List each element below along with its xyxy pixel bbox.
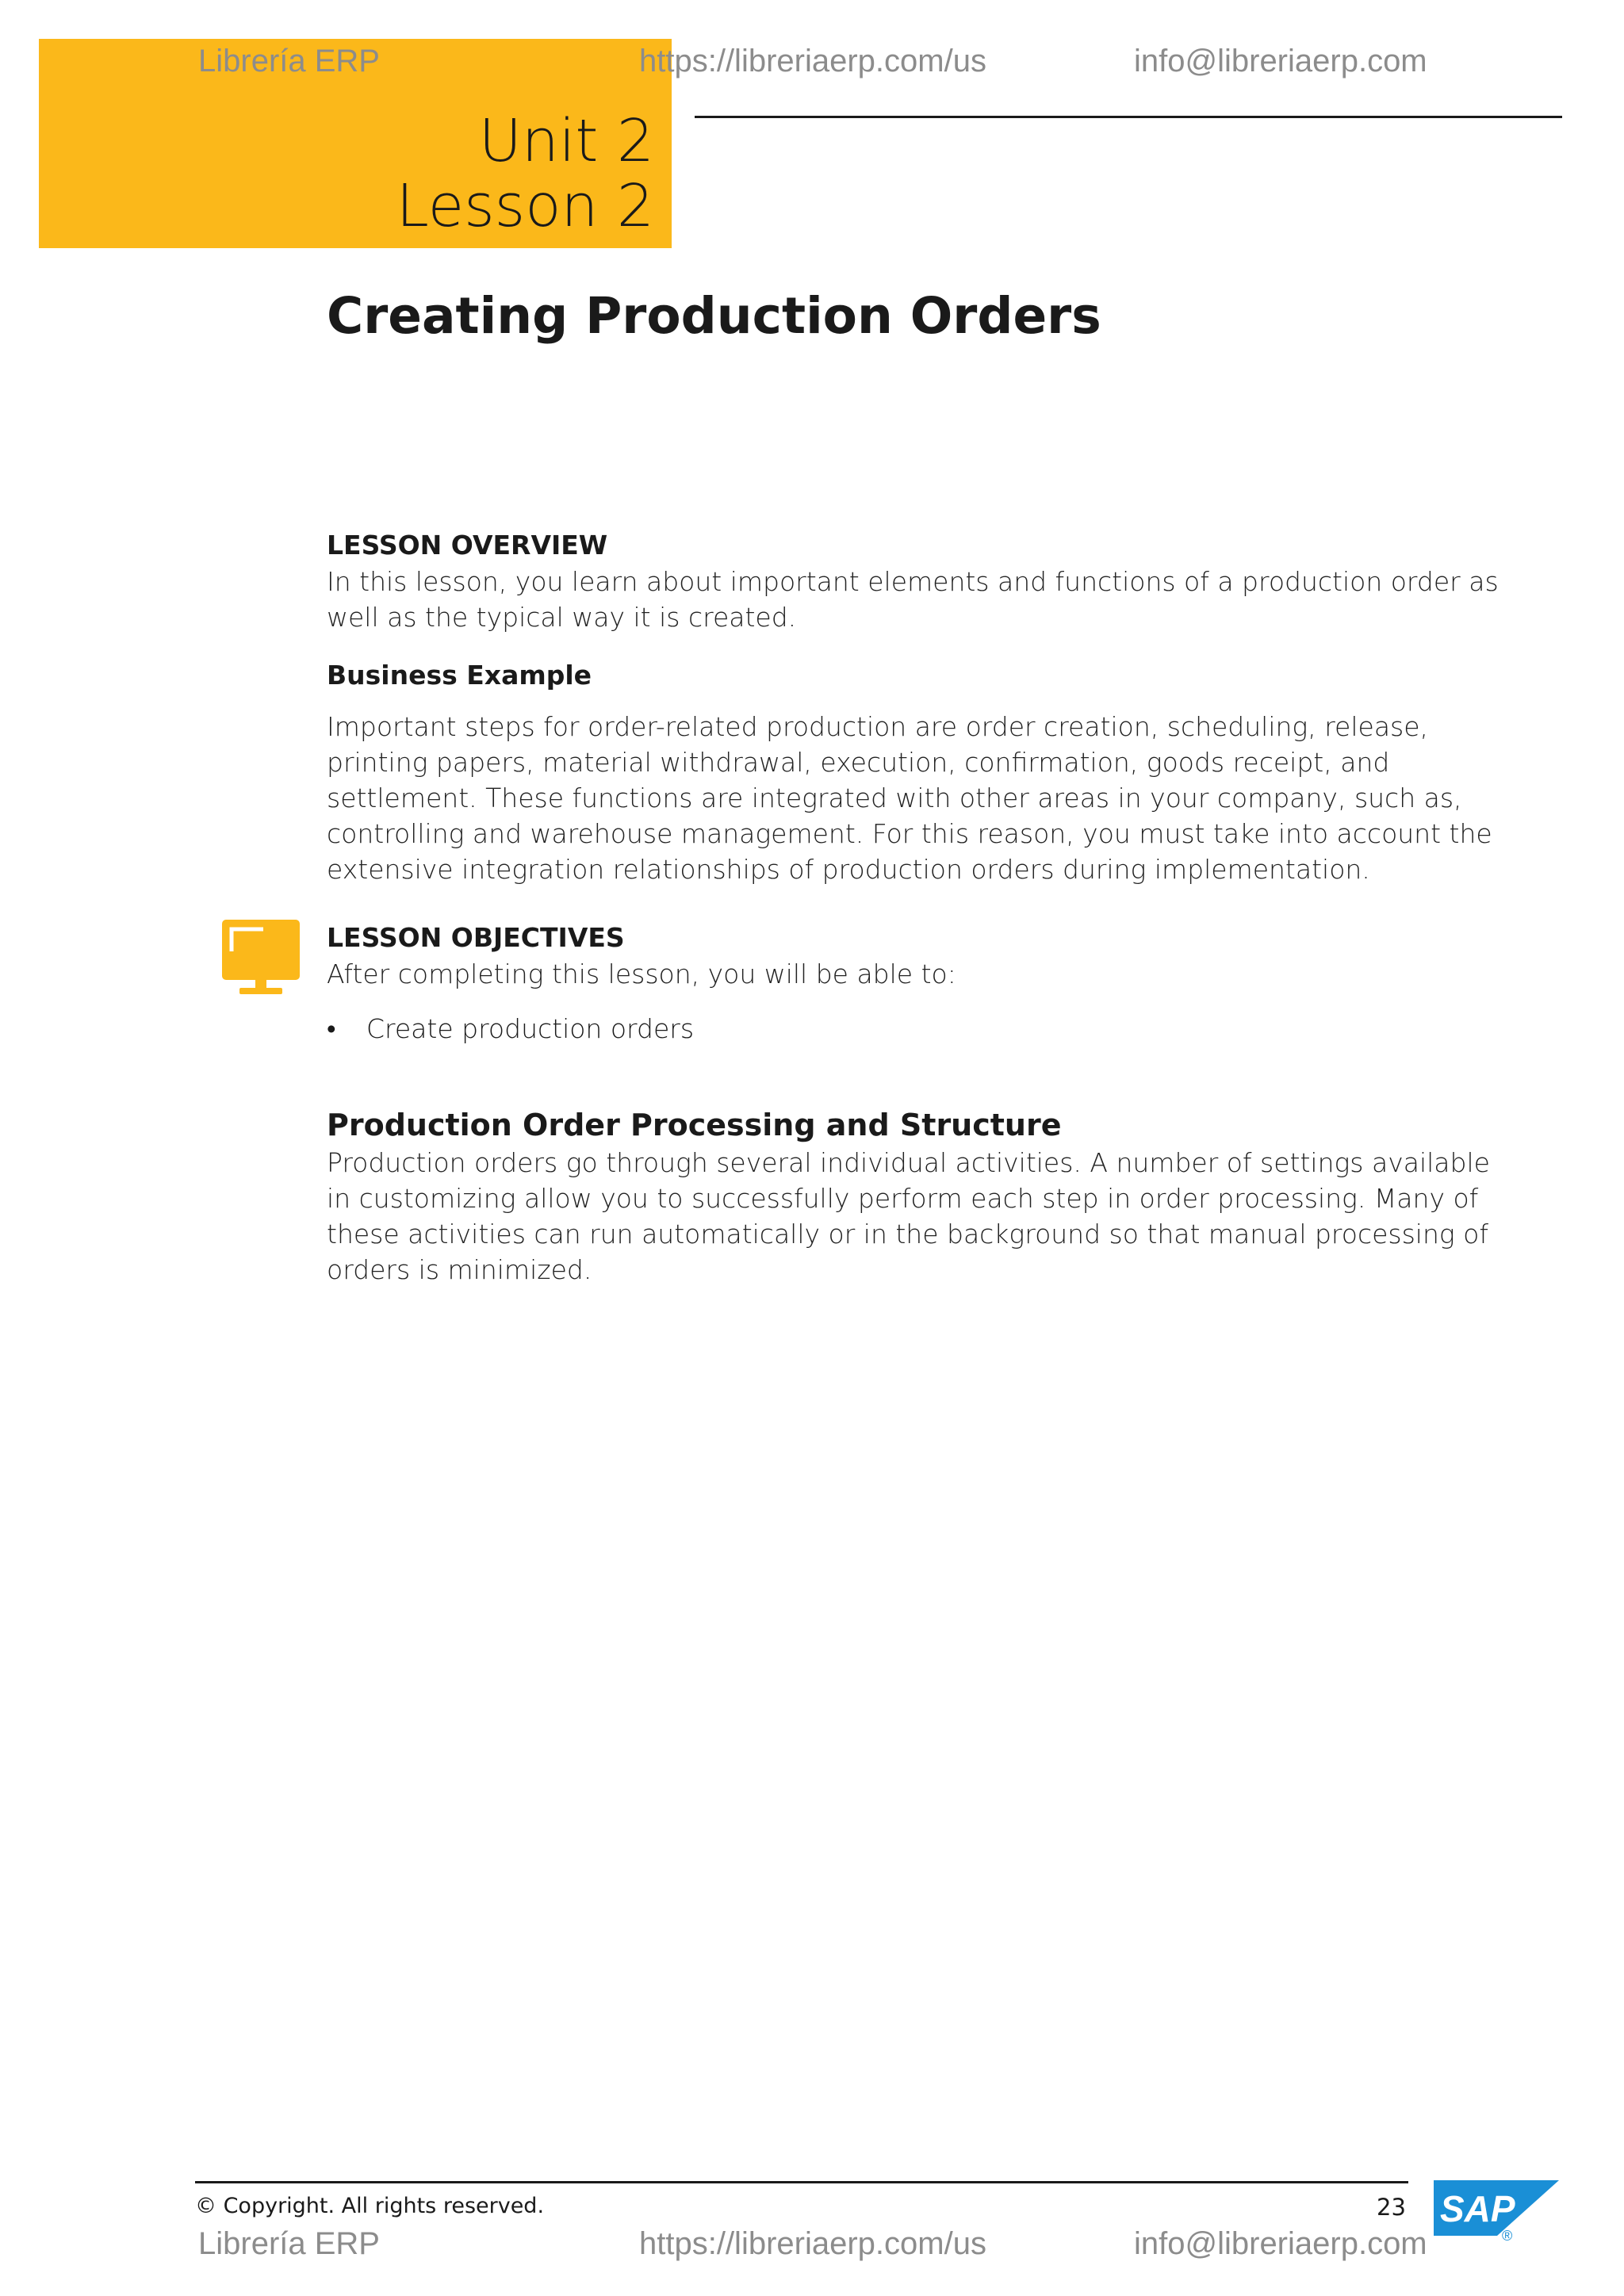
watermark-brand-bottom: Librería ERP: [198, 2226, 380, 2261]
objectives-heading: LESSON OBJECTIVES: [327, 922, 625, 953]
sap-logo: [1434, 2180, 1559, 2242]
business-example-text: Important steps for order-related production are order creation, scheduling, release, printing papers, material withdrawal, execution, confirmation, goods receipt, and settlement. These functions are integrated with other areas in your company, such as, controlling and warehouse management. For this reason, you must take into account the extensive integration relationships of production orders during implementation.: [327, 711, 1492, 885]
overview-heading: LESSON OVERVIEW: [327, 530, 608, 561]
lesson-objectives: [327, 920, 1516, 992]
business-example-heading: Business Example: [327, 660, 592, 691]
header-rule: [695, 116, 1562, 118]
footer-rule: [195, 2181, 1408, 2183]
registered-mark: ®: [1502, 2228, 1513, 2242]
unit-lesson-label: [396, 109, 654, 239]
section-text: Production orders go through several individual activities. A number of settings available in customizing allow you to successfully perform each step in order processing. Many of these activities can run automatically or in the background so that manual processing of orders is minimized.: [327, 1147, 1490, 1285]
sap-logo-text: SAP: [1440, 2188, 1515, 2229]
business-example: [327, 657, 1516, 694]
lesson-number: Lesson 2: [396, 172, 654, 240]
watermark-email-bottom[interactable]: info@libreriaerp.com: [1134, 2226, 1427, 2261]
bullet: •: [327, 1013, 336, 1044]
objective-item: Create production orders: [366, 1013, 695, 1044]
lesson-overview: [327, 527, 1516, 635]
watermark-email-top[interactable]: info@libreriaerp.com: [1134, 44, 1427, 78]
watermark-url-bottom[interactable]: https://libreriaerp.com/us: [639, 2226, 986, 2261]
unit-number: Unit 2: [478, 107, 654, 175]
business-example-body: [327, 709, 1516, 887]
page-title: Creating Production Orders: [327, 287, 1101, 345]
watermark-brand-top: Librería ERP: [198, 44, 380, 78]
watermark-url-top[interactable]: https://libreriaerp.com/us: [639, 44, 986, 78]
monitor-icon: [222, 920, 300, 996]
section-heading: Production Order Processing and Structure: [327, 1108, 1062, 1142]
page-number: 23: [1377, 2194, 1406, 2221]
objectives-intro: After completing this lesson, you will be able to:: [327, 959, 956, 989]
copyright-notice: © Copyright. All rights reserved.: [195, 2194, 545, 2218]
overview-text: In this lesson, you learn about important elements and functions of a production order as well as the typical way it is created.: [327, 566, 1499, 633]
section-production-order: [327, 1105, 1516, 1288]
